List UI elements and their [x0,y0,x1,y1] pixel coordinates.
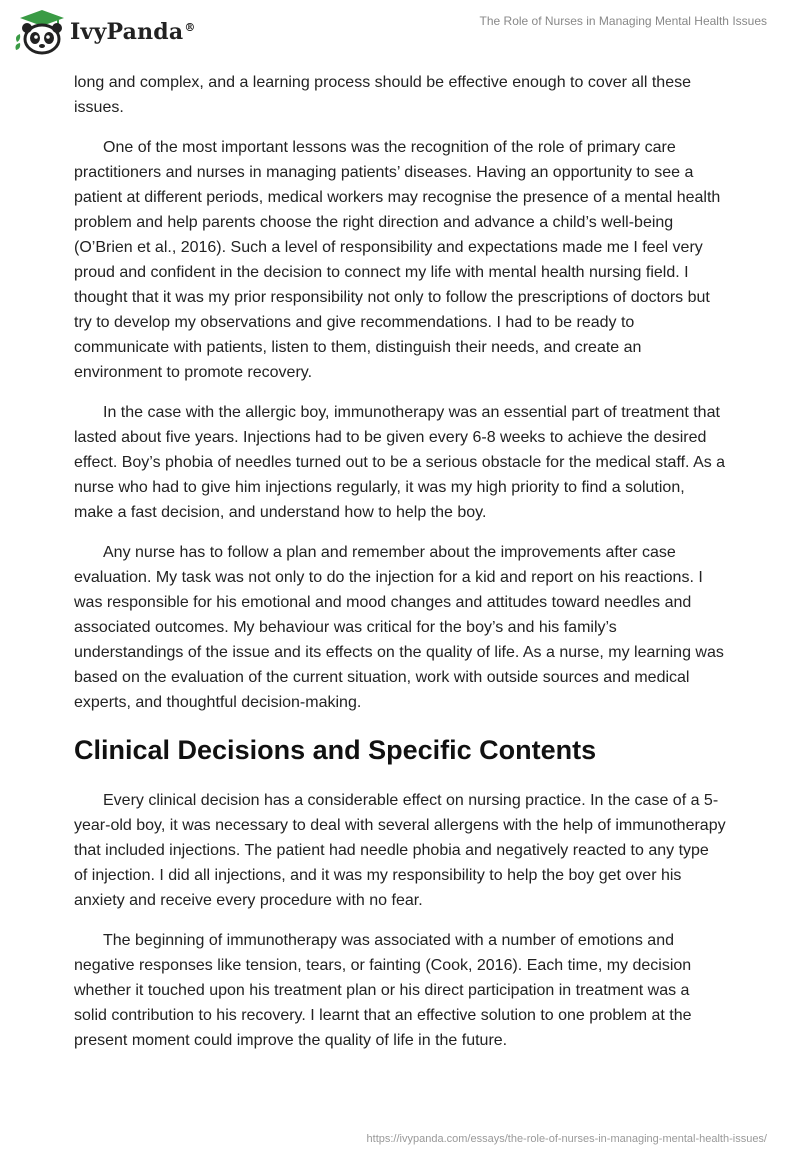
source-url[interactable]: https://ivypanda.com/essays/the-role-of-nurses-in-managing-mental-health-issues/ [366,1133,767,1145]
paragraph-lessons: One of the most important lessons was the recognition of the role of primary care practitioners and nurses in managing patients’ diseases. Having an opportunity to see a patient at different periods, medical workers may recognise the presence of a mental health problem and help parents choose the right direction and advance a child’s well-being (O’Brien et al., 2016). Such a level of responsibility and expectations made me I feel very proud and confident in the decision to connect my life with mental health nursing field. I thought that it was my prior responsibility not only to follow the prescriptions of doctors but try to develop my observations and give recommendations. I had to be ready to communicate with patients, listen to them, distinguish their needs, and create an environment to promote recovery. [74,139,721,381]
document-title: The Role of Nurses in Managing Mental Health Issues [479,14,767,28]
paragraph-allergic-boy: In the case with the allergic boy, immunotherapy was an essential part of treatment that lasted about five years. Injections had to be given every 6-8 weeks to achieve the desired effect. Boy’s phobia of needles turned out to be a serious obstacle for the medical staff. As a nurse who had to give him injections regularly, it was my high priority to find a solution, make a fast decision, and understand how to help the boy. [74,404,726,521]
paragraph-nurse-plan: Any nurse has to follow a plan and remember about the improvements after case evaluation. My task was not only to do the injection for a kid and report on his reactions. I was responsible for his emotional and mood changes and attitudes toward needles and associated outcomes. My behaviour was critical for the boy’s and his family’s understandings of the issue and its effects on the quality of life. As a nurse, my learning was based on the evaluation of the current situation, work with outside sources and medical experts, and thoughtful decision-making. [74,544,724,711]
paragraph-immunotherapy: The beginning of immunotherapy was associated with a number of emotions and negative responses like tension, tears, or fainting (Cook, 2016). Each time, my decision whether it touched upon his treatment plan or his direct participation in treatment was a solid contribution to his recovery. I learnt that an effective solution to one problem at the present moment could improve the quality of life in the future. [74,932,692,1049]
section-heading: Clinical Decisions and Specific Contents [74,735,597,765]
essay-body [74,70,726,1068]
panda-graduate-icon [14,8,66,56]
page-header [0,0,800,62]
paragraph-continued: long and complex, and a learning process should be effective enough to cover all these issues. [74,74,691,116]
brand-logo[interactable] [14,8,196,56]
paragraph-clinical-decision: Every clinical decision has a considerable effect on nursing practice. In the case of a 5-year-old boy, it was necessary to deal with several allergens with the help of immunotherapy that included injections. The patient had needle phobia and negatively reacted to any type of injection. I did all injections, and it was my responsibility to help the boy get over his anxiety and receive every procedure with no fear. [74,792,726,909]
brand-name: IvyPanda® [70,19,196,45]
